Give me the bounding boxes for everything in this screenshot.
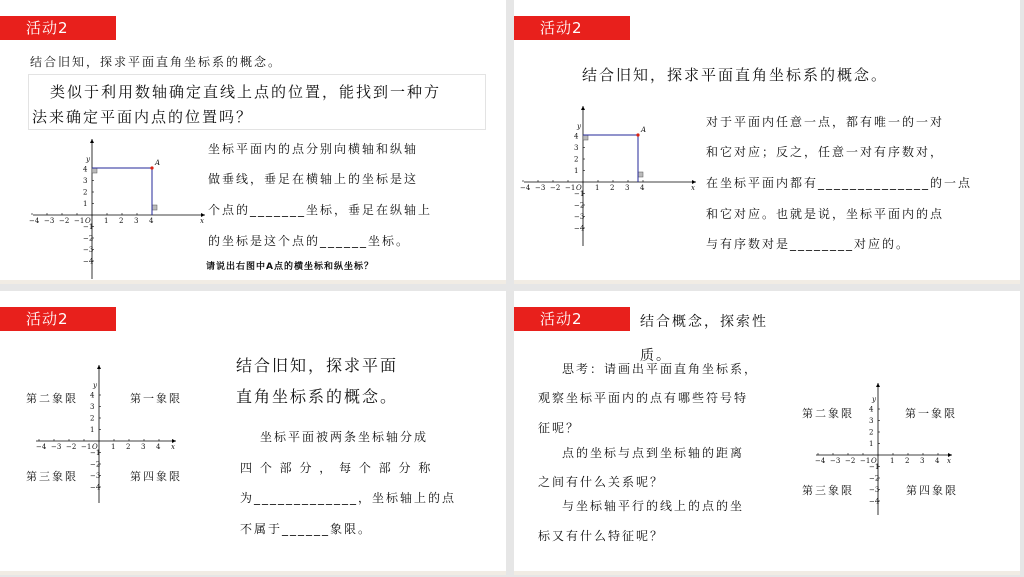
slide-2 [514,0,1020,284]
slide-1 [0,0,506,284]
y-tick-label: 4 [869,405,874,414]
slide-heading: 结合旧知，探求平面直角坐标系的概念。 [582,66,889,84]
x-tick-label: O [576,184,582,192]
slide-heading-line-1: 结合旧知，探求平面 [236,356,399,375]
y-tick-label: 1 [83,200,88,208]
y-tick-label: 2 [869,428,874,437]
coordinate-plane [25,133,210,283]
body-line-1: 思考：请画出平面直角坐标系， [562,362,759,376]
question-line-2: 法来确定平面内点的位置吗？ [32,108,254,126]
x-tick-label: 2 [126,443,131,451]
y-tick-label: 1 [90,426,95,434]
body-line-7: 标又有什么特征呢？ [538,529,665,543]
y-tick-label: −2 [90,460,101,469]
y-tick-label: −1 [574,190,585,198]
x-tick-label: 1 [104,217,109,225]
body-line-1: 对于平面内任意一点，都有唯一的一对 [706,115,945,129]
slide-heading-line-1: 结合概念，探索性 [640,314,768,330]
y-tick-label: 4 [90,391,95,400]
slide-heading-line-2: 直角坐标系的概念。 [236,387,399,406]
x-tick-label: −4 [815,457,826,465]
quadrant-1-label: 第一象限 [905,407,957,420]
x-tick-label: −1 [565,184,576,192]
point-a-label: A [155,159,161,167]
activity-badge: 活动2 [514,307,630,331]
body-line-4: 和它对应。也就是说，坐标平面内的点 [706,207,945,221]
x-tick-label: O [92,443,98,451]
body-line-4: 点的坐标与点到坐标轴的距离 [562,446,745,460]
x-tick-label: 4 [149,217,154,225]
y-tick-label: −2 [869,474,880,483]
bold-question: 请说出右图中A点的横坐标和纵坐标？ [206,262,374,272]
x-tick-label: 1 [890,457,895,465]
body-line-1: 坐标平面被两条坐标轴分成 [260,430,429,444]
y-tick-label: 1 [574,167,579,175]
x-axis-label: x [200,217,204,225]
activity-badge: 活动2 [514,16,630,40]
body-line-2: 观察坐标平面内的点有哪些符号特 [538,391,749,405]
body-line-3: 为_____________，坐标轴上的点 [240,491,457,505]
x-tick-label: 2 [119,217,124,225]
x-tick-label: 2 [610,184,615,192]
y-tick-label: 4 [83,165,88,174]
x-tick-label: −2 [59,217,70,225]
x-axis-label: x [171,443,175,451]
point-a-label: A [641,126,647,134]
x-tick-label: 3 [134,217,139,225]
y-axis-label: y [577,122,581,131]
y-tick-label: −2 [574,201,585,210]
y-tick-label: 2 [574,155,579,164]
x-tick-label: 1 [111,443,116,451]
x-tick-label: −3 [830,457,841,465]
y-tick-label: −4 [90,483,101,492]
body-line-3: 在坐标平面内都有______________的一点 [706,176,973,190]
x-tick-label: 4 [156,443,161,451]
y-tick-label: 2 [90,414,95,423]
body-line-4: 不属于______象限。 [240,522,373,536]
y-tick-label: 3 [83,177,88,185]
y-tick-label: −1 [83,223,94,231]
body-line-3: 征呢？ [538,421,581,435]
slide-heading: 结合旧知，探求平面直角坐标系的概念。 [30,55,283,69]
slide-4 [514,291,1020,575]
y-axis-label: y [93,381,97,390]
quadrant-3-label: 第三象限 [26,470,78,483]
x-tick-label: −4 [29,217,40,225]
body-line-2: 做垂线，垂足在横轴上的坐标是这 [208,172,419,186]
body-line-3: 个点的_______坐标，垂足在纵轴上 [208,203,433,217]
x-tick-label: −4 [520,184,531,192]
coordinate-plane [31,361,191,506]
slide-footer-line [514,280,1020,284]
y-tick-label: −1 [90,449,101,457]
slide-footer-line [0,571,506,575]
body-line-2: 四 个 部 分 ， 每 个 部 分 称 [240,461,433,475]
x-tick-label: −3 [535,184,546,192]
activity-badge: 活动2 [0,307,116,331]
quadrant-4-label: 第四象限 [906,484,958,497]
quadrant-2-label: 第二象限 [802,407,854,420]
x-tick-label: 1 [595,184,600,192]
x-tick-label: 2 [905,457,910,465]
x-tick-label: −1 [81,443,92,451]
y-tick-label: 3 [869,417,874,425]
slide-footer-line [514,571,1020,575]
quadrant-2-label: 第二象限 [26,392,78,405]
y-tick-label: 3 [90,403,95,411]
body-line-5: 与有序数对是________对应的。 [706,237,911,251]
y-tick-label: −3 [869,486,880,494]
x-tick-label: 4 [935,457,940,465]
x-tick-label: O [85,217,91,225]
y-tick-label: −4 [869,497,880,506]
y-tick-label: −1 [869,463,880,471]
x-tick-label: −2 [66,443,77,451]
y-axis-label: y [872,395,876,404]
body-line-1: 坐标平面内的点分别向横轴和纵轴 [208,142,419,156]
quadrant-3-label: 第三象限 [802,484,854,497]
x-tick-label: 3 [920,457,925,465]
y-tick-label: 2 [83,188,88,197]
x-axis-label: x [947,457,951,465]
y-tick-label: −4 [83,257,94,266]
x-tick-label: 4 [640,184,645,192]
slide-heading-line-2: 质。 [640,348,672,364]
x-tick-label: −1 [860,457,871,465]
x-tick-label: −3 [51,443,62,451]
x-tick-label: 3 [141,443,146,451]
quadrant-4-label: 第四象限 [130,470,182,483]
y-tick-label: 4 [574,132,579,141]
y-tick-label: −3 [574,213,585,221]
body-line-6: 与坐标轴平行的线上的点的坐 [562,499,745,513]
y-tick-label: 3 [574,144,579,152]
y-tick-label: 1 [869,440,874,448]
x-tick-label: −2 [845,457,856,465]
coordinate-plane [812,379,962,519]
activity-badge: 活动2 [0,16,116,40]
x-tick-label: O [871,457,877,465]
x-tick-label: −2 [550,184,561,192]
x-axis-label: x [691,184,695,192]
y-tick-label: −3 [83,246,94,254]
x-tick-label: −4 [36,443,47,451]
y-tick-label: −4 [574,224,585,233]
y-tick-label: −2 [83,234,94,243]
body-line-4: 的坐标是这个点的______坐标。 [208,234,411,248]
x-tick-label: −1 [74,217,85,225]
body-line-5: 之间有什么关系呢？ [538,475,665,489]
slide-footer-line [0,280,506,284]
coordinate-plane [516,100,701,250]
y-axis-label: y [86,155,90,164]
body-line-2: 和它对应；反之，任意一对有序数对， [706,145,945,159]
slide-3 [0,291,506,575]
quadrant-1-label: 第一象限 [130,392,182,405]
x-tick-label: −3 [44,217,55,225]
question-line-1: 类似于利用数轴确定直线上点的位置，能找到一种方 [50,83,442,101]
y-tick-label: −3 [90,472,101,480]
x-tick-label: 3 [625,184,630,192]
